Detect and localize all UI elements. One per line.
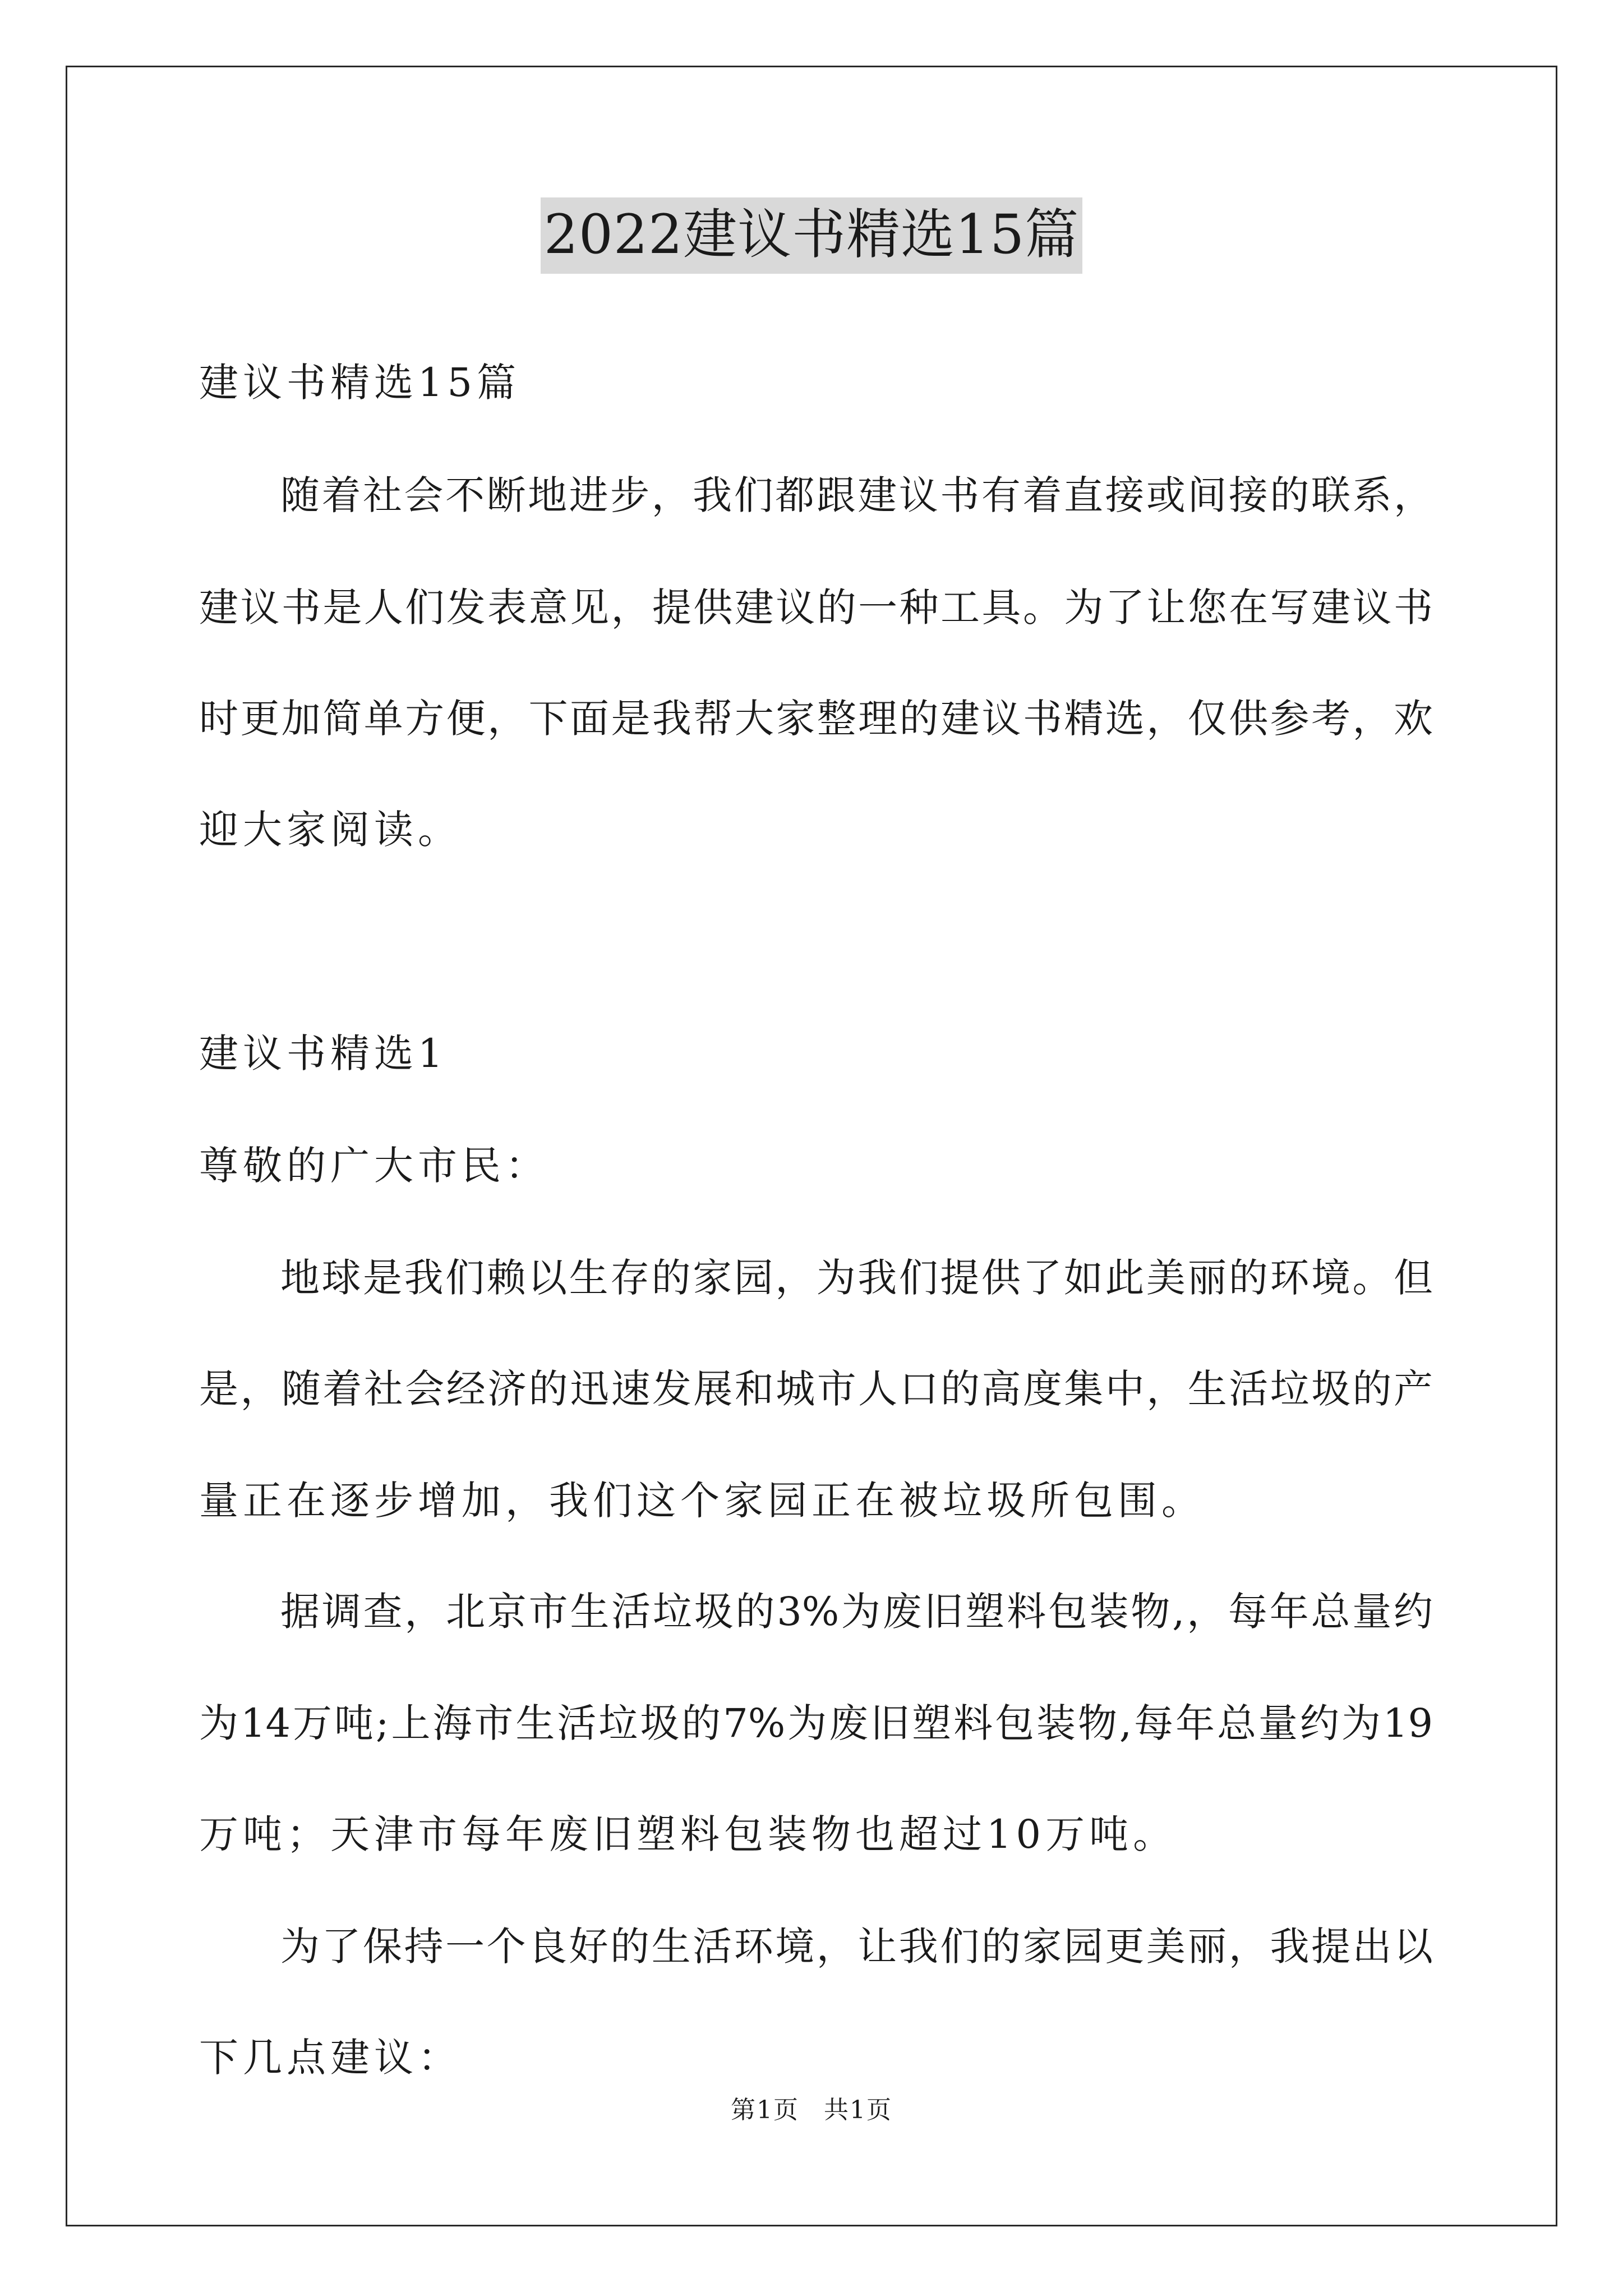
document-subtitle: 建议书精选15篇: [199, 360, 521, 406]
para1-line-1: 地球是我们赖以生存的家园，为我们提供了如此美丽的环境。但: [280, 1255, 1433, 1301]
document-title-block: [0, 197, 1623, 274]
document-title: 2022建议书精选15篇: [541, 197, 1082, 274]
para1-line-2: 是，随着社会经济的迅速发展和城市人口的高度集中，生活垃圾的产: [199, 1366, 1433, 1412]
para2-line-1: 据调查，北京市生活垃圾的3%为废旧塑料包装物,，每年总量约: [280, 1589, 1433, 1635]
footer-page-current: 第1页: [731, 2096, 799, 2124]
footer-page-total: 共1页: [824, 2096, 892, 2124]
salutation: 尊敬的广大市民：: [199, 1143, 549, 1189]
intro-line-3: 时更加简单方便，下面是我帮大家整理的建议书精选，仅供参考，欢: [199, 696, 1433, 742]
intro-line-1: 随着社会不断地进步，我们都跟建议书有着直接或间接的联系，: [280, 472, 1433, 518]
intro-line-2: 建议书是人们发表意见，提供建议的一种工具。为了让您在写建议书: [199, 585, 1433, 631]
para3-line-2: 下几点建议：: [199, 2035, 462, 2081]
para2-line-2: 为14万吨;上海市生活垃圾的7%为废旧塑料包装物,每年总量约为19: [199, 1700, 1433, 1746]
para1-line-3: 量正在逐步增加，我们这个家园正在被垃圾所包围。: [199, 1478, 1205, 1524]
para2-line-3: 万吨；天津市每年废旧塑料包装物也超过10万吨。: [199, 1811, 1177, 1857]
para3-line-1: 为了保持一个良好的生活环境，让我们的家园更美丽，我提出以: [280, 1924, 1433, 1970]
intro-line-4: 迎大家阅读。: [199, 807, 462, 853]
page-footer: [0, 2098, 1623, 2123]
section-heading: 建议书精选1: [199, 1030, 448, 1076]
